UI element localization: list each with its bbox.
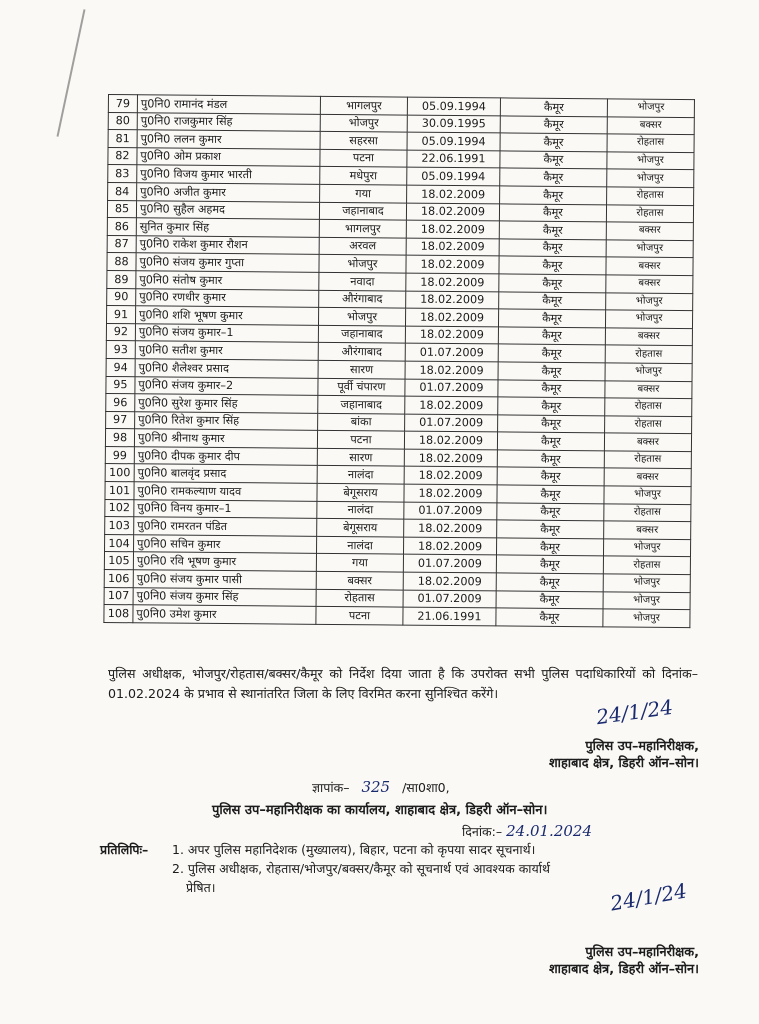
date-cell: 05.09.1994 (407, 97, 500, 115)
handwritten-initial-2-text: 24/1/24 (608, 878, 689, 916)
name-cell: पु0नि0 संजय कुमार सिंह (133, 587, 316, 606)
serial-cell: 93 (106, 341, 135, 359)
new-district-cell: बक्सर (604, 433, 691, 451)
current-district-cell: कैमूर (499, 239, 606, 258)
new-district-cell: बक्सर (606, 222, 693, 240)
date-cell: 18.02.2009 (404, 467, 497, 485)
serial-cell: 99 (105, 446, 134, 464)
copies-label: प्रतिलिपिः– (100, 842, 149, 857)
new-district-cell: रोहतास (603, 556, 690, 574)
date-cell: 18.02.2009 (403, 572, 496, 590)
new-district-cell: भोजपुर (607, 152, 694, 170)
name-cell: पु0नि0 रवि भूषण कुमार (133, 552, 316, 571)
name-cell: पु0नि0 विजय कुमार भारती (137, 165, 320, 184)
copy-item-2b (100, 878, 550, 897)
current-district-cell: कैमूर (497, 520, 604, 539)
serial-cell: 88 (107, 253, 136, 271)
serial-cell: 90 (107, 288, 136, 306)
home-district-cell: बेगूसराय (317, 483, 404, 501)
name-cell: पु0नि0 विनय कुमार–1 (134, 499, 317, 518)
date-cell: 18.02.2009 (406, 203, 499, 221)
new-district-cell: बक्सर (605, 380, 692, 398)
serial-cell: 101 (105, 482, 134, 500)
name-cell: पु0नि0 रितेश कुमार सिंह (135, 411, 318, 430)
name-cell: पु0नि0 संजय कुमार–1 (135, 323, 318, 342)
office-line: पुलिस उप–महानिरीक्षक का कार्यालय, शाहाबाद क्षेत्र, डिहरी ऑन–सोन। (212, 803, 548, 818)
home-district-cell: भोजपुर (320, 114, 407, 132)
serial-cell: 87 (107, 235, 136, 253)
new-district-cell: भोजपुर (603, 539, 690, 557)
current-district-cell: कैमूर (500, 98, 607, 117)
serial-cell: 79 (108, 95, 137, 113)
current-district-cell: कैमूर (496, 573, 603, 592)
date-cell: 22.06.1991 (407, 150, 500, 168)
new-district-cell: भोजपुर (603, 609, 690, 627)
name-cell: पु0नि0 रामानंद मंडल (137, 95, 320, 114)
name-cell: पु0नि0 संजय कुमार गुप्ता (136, 253, 319, 272)
serial-cell: 91 (106, 306, 135, 324)
date-label: दिनांक:– (462, 824, 503, 839)
memo-number-line (312, 778, 450, 796)
date-cell: 01.07.2009 (405, 343, 498, 361)
date-cell: 01.07.2009 (404, 502, 497, 520)
current-district-cell: कैमूर (498, 397, 605, 416)
new-district-cell: भोजपुर (606, 240, 693, 258)
date-cell: 18.02.2009 (406, 291, 499, 309)
date-cell: 18.02.2009 (405, 308, 498, 326)
date-cell: 05.09.1994 (407, 132, 500, 150)
home-district-cell: बांका (318, 413, 405, 431)
copy-item-1 (100, 840, 550, 859)
table-row (104, 605, 690, 628)
home-district-cell: औरंगाबाद (318, 343, 405, 361)
serial-cell: 89 (107, 270, 136, 288)
current-district-cell: कैमूर (498, 344, 605, 363)
name-cell: सुनित कुमार सिंह (136, 218, 319, 237)
handwritten-initial-1-text: 24/1/24 (594, 694, 675, 730)
date-cell: 21.06.1991 (403, 607, 496, 625)
date-cell: 01.07.2009 (405, 414, 498, 432)
home-district-cell: पटना (316, 607, 403, 625)
home-district-cell: पटना (317, 431, 404, 449)
new-district-cell: भोजपुर (607, 99, 694, 117)
signature-2-line1: पुलिस उप–महानिरीक्षक, (585, 945, 699, 960)
date-cell: 18.02.2009 (405, 361, 498, 379)
home-district-cell: जहानाबाद (318, 395, 405, 413)
current-district-cell: कैमूर (496, 608, 603, 627)
name-cell: पु0नि0 संतोष कुमार (136, 271, 319, 290)
date-cell: 05.09.1994 (407, 167, 500, 185)
name-cell: पु0नि0 सुहैल अहमद (136, 200, 319, 219)
current-district-cell: कैमूर (497, 450, 604, 469)
signature-1-line1: पुलिस उप–महानिरीक्षक, (585, 739, 699, 754)
current-district-cell: कैमूर (498, 362, 605, 381)
handwritten-initial-2 (609, 878, 689, 915)
new-district-cell: बक्सर (606, 257, 693, 275)
current-district-cell: कैमूर (499, 221, 606, 240)
home-district-cell: नवादा (319, 272, 406, 290)
serial-cell: 95 (106, 376, 135, 394)
new-district-cell: रोहतास (607, 134, 694, 152)
name-cell: पु0नि0 सचिन कुमार (134, 535, 317, 554)
date-cell: 01.07.2009 (403, 590, 496, 608)
new-district-cell: रोहतास (607, 187, 694, 205)
copy-item-1-text: 1. अपर पुलिस महानिदेशक (मुख्यालय), बिहार, पटना को कृपया सादर सूचनार्थ। (172, 842, 536, 857)
home-district-cell: अरवल (319, 237, 406, 255)
new-district-cell: भोजपुर (607, 169, 694, 187)
home-district-cell: भोजपुर (318, 307, 405, 325)
name-cell: पु0नि0 दीपक कुमार दीप (134, 447, 317, 466)
serial-cell: 108 (104, 605, 133, 623)
new-district-cell: बक्सर (607, 116, 694, 134)
current-district-cell: कैमूर (500, 116, 607, 135)
signature-2-line2: शाहाबाद क्षेत्र, डिहरी ऑन–सोन। (548, 962, 699, 977)
home-district-cell: नालंदा (316, 536, 403, 554)
signature-block-2 (549, 944, 699, 978)
new-district-cell: रोहतास (606, 204, 693, 222)
date-cell: 18.02.2009 (406, 273, 499, 291)
home-district-cell: बक्सर (316, 571, 403, 589)
home-district-cell: बेगूसराय (317, 519, 404, 537)
serial-cell: 105 (104, 552, 133, 570)
serial-cell: 106 (104, 570, 133, 588)
date-cell: 18.02.2009 (407, 185, 500, 203)
name-cell: पु0नि0 ललन कुमार (137, 130, 320, 149)
home-district-cell: पूर्वी चंपारण (318, 378, 405, 396)
date-cell: 18.02.2009 (406, 238, 499, 256)
name-cell: पु0नि0 राकेश कुमार रौशन (136, 236, 319, 255)
current-district-cell: कैमूर (496, 555, 603, 574)
serial-cell: 102 (105, 499, 134, 517)
new-district-cell: भोजपुर (603, 591, 690, 609)
current-district-cell: कैमूर (497, 467, 604, 486)
new-district-cell: रोहतास (605, 345, 692, 363)
home-district-cell: गया (320, 184, 407, 202)
serial-cell: 81 (108, 130, 137, 148)
serial-cell: 82 (108, 147, 137, 165)
signature-1-line2: शाहाबाद क्षेत्र, डिहरी ऑन–सोन। (548, 756, 699, 771)
copy-item-2b-text: प्रेषित। (186, 880, 216, 895)
name-cell: पु0नि0 राजकुमार सिंह (137, 112, 320, 131)
serial-cell: 100 (105, 464, 134, 482)
date-cell: 18.02.2009 (404, 449, 497, 467)
date-cell: 18.02.2009 (403, 537, 496, 555)
new-district-cell: रोहतास (604, 503, 691, 521)
new-district-cell: बक्सर (604, 521, 691, 539)
new-district-cell: बक्सर (605, 328, 692, 346)
home-district-cell: सहरसा (320, 132, 407, 150)
date-value: 24.01.2024 (506, 822, 592, 840)
current-district-cell: कैमूर (499, 274, 606, 293)
date-cell: 18.02.2009 (405, 326, 498, 344)
signature-block-1 (549, 738, 699, 772)
new-district-cell: भोजपुर (605, 310, 692, 328)
name-cell: पु0नि0 शैलेश्वर प्रसाद (135, 359, 318, 378)
home-district-cell: पटना (320, 149, 407, 167)
name-cell: पु0नि0 संजय कुमार–2 (135, 376, 318, 395)
current-district-cell: कैमूर (496, 591, 603, 610)
serial-cell: 97 (106, 411, 135, 429)
home-district-cell: जहानाबाद (319, 202, 406, 220)
home-district-cell: गया (316, 554, 403, 572)
new-district-cell: बक्सर (604, 468, 691, 486)
new-district-cell: रोहतास (604, 451, 691, 469)
home-district-cell: औरंगाबाद (319, 290, 406, 308)
date-cell: 18.02.2009 (404, 431, 497, 449)
date-cell: 18.02.2009 (404, 484, 497, 502)
name-cell: पु0नि0 बालवृंद प्रसाद (134, 464, 317, 483)
new-district-cell: रोहतास (605, 416, 692, 434)
home-district-cell: नालंदा (317, 466, 404, 484)
serial-cell: 85 (107, 200, 136, 218)
home-district-cell: सारण (318, 360, 405, 378)
new-district-cell: रोहतास (605, 398, 692, 416)
date-cell: 18.02.2009 (404, 519, 497, 537)
date-line (462, 822, 592, 840)
home-district-cell: भागलपुर (319, 220, 406, 238)
name-cell: पु0नि0 ओम प्रकाश (137, 148, 320, 167)
date-cell: 18.02.2009 (405, 396, 498, 414)
current-district-cell: कैमूर (500, 168, 607, 187)
home-district-cell: मधेपुरा (320, 167, 407, 185)
current-district-cell: कैमूर (497, 432, 604, 451)
date-cell: 01.07.2009 (403, 555, 496, 573)
current-district-cell: कैमूर (500, 151, 607, 170)
serial-cell: 80 (108, 112, 137, 130)
instruction-paragraph: पुलिस अधीक्षक, भोजपुर/रोहतास/बक्सर/कैमूर को निर्देश दिया जाता है कि उपरोक्त सभी पुलिस पदाधिकारियों को दिनांक–01.02.2024 के प्रभाव से स्थानांतरित जिला के लिए विरमित करना सुनिश्चित करेंगे। (108, 666, 698, 701)
copy-item-2 (100, 859, 550, 878)
transfer-roster-table (103, 94, 695, 628)
new-district-cell: बक्सर (606, 275, 693, 293)
serial-cell: 107 (104, 587, 133, 605)
current-district-cell: कैमूर (500, 133, 607, 152)
name-cell: पु0नि0 श्रीनाथ कुमार (134, 429, 317, 448)
current-district-cell: कैमूर (499, 256, 606, 275)
home-district-cell: सारण (317, 448, 404, 466)
current-district-cell: कैमूर (498, 327, 605, 346)
current-district-cell: कैमूर (498, 379, 605, 398)
name-cell: पु0नि0 उमेश कुमार (133, 605, 316, 624)
name-cell: पु0नि0 संजय कुमार पासी (133, 570, 316, 589)
name-cell: पु0नि0 रामकल्याण यादव (134, 482, 317, 501)
current-district-cell: कैमूर (499, 203, 606, 222)
date-cell: 01.07.2009 (405, 379, 498, 397)
serial-cell: 84 (108, 182, 137, 200)
serial-cell: 83 (108, 165, 137, 183)
date-cell: 18.02.2009 (406, 255, 499, 273)
new-district-cell: भोजपुर (605, 363, 692, 381)
memo-suffix: /सा0शा0, (402, 780, 450, 795)
new-district-cell: भोजपुर (604, 486, 691, 504)
name-cell: पु0नि0 सतीश कुमार (135, 341, 318, 360)
name-cell: पु0नि0 रामरतन पंडित (134, 517, 317, 536)
current-district-cell: कैमूर (498, 415, 605, 434)
name-cell: पु0नि0 रणधीर कुमार (136, 288, 319, 307)
new-district-cell: भोजपुर (606, 292, 693, 310)
serial-cell: 94 (106, 358, 135, 376)
serial-cell: 104 (105, 534, 134, 552)
current-district-cell: कैमूर (499, 291, 606, 310)
serial-cell: 92 (106, 323, 135, 341)
current-district-cell: कैमूर (500, 186, 607, 205)
memo-prefix: ज्ञापांक– (312, 780, 350, 795)
home-district-cell: रोहतास (316, 589, 403, 607)
current-district-cell: कैमूर (498, 309, 605, 328)
current-district-cell: कैमूर (497, 485, 604, 504)
copies-block (100, 840, 550, 897)
home-district-cell: जहानाबाद (318, 325, 405, 343)
home-district-cell: भोजपुर (319, 255, 406, 273)
copy-item-2-text: 2. पुलिस अधीक्षक, रोहतास/भोजपुर/बक्सर/कैमूर को सूचनार्थ एवं आवश्यक कार्यार्थ (172, 861, 551, 876)
date-cell: 18.02.2009 (406, 220, 499, 238)
serial-cell: 86 (107, 218, 136, 236)
serial-cell: 98 (105, 429, 134, 447)
name-cell: पु0नि0 अजीत कुमार (137, 183, 320, 202)
date-cell: 30.09.1995 (407, 115, 500, 133)
memo-number: 325 (361, 778, 391, 796)
serial-cell: 103 (105, 517, 134, 535)
home-district-cell: नालंदा (317, 501, 404, 519)
current-district-cell: कैमूर (496, 538, 603, 557)
current-district-cell: कैमूर (497, 503, 604, 522)
name-cell: पु0नि0 सुरेश कुमार सिंह (135, 394, 318, 413)
name-cell: पु0नि0 शशि भूषण कुमार (135, 306, 318, 325)
home-district-cell: भागलपुर (320, 96, 407, 114)
roster-body (104, 95, 695, 628)
serial-cell: 96 (106, 394, 135, 412)
new-district-cell: भोजपुर (603, 574, 690, 592)
